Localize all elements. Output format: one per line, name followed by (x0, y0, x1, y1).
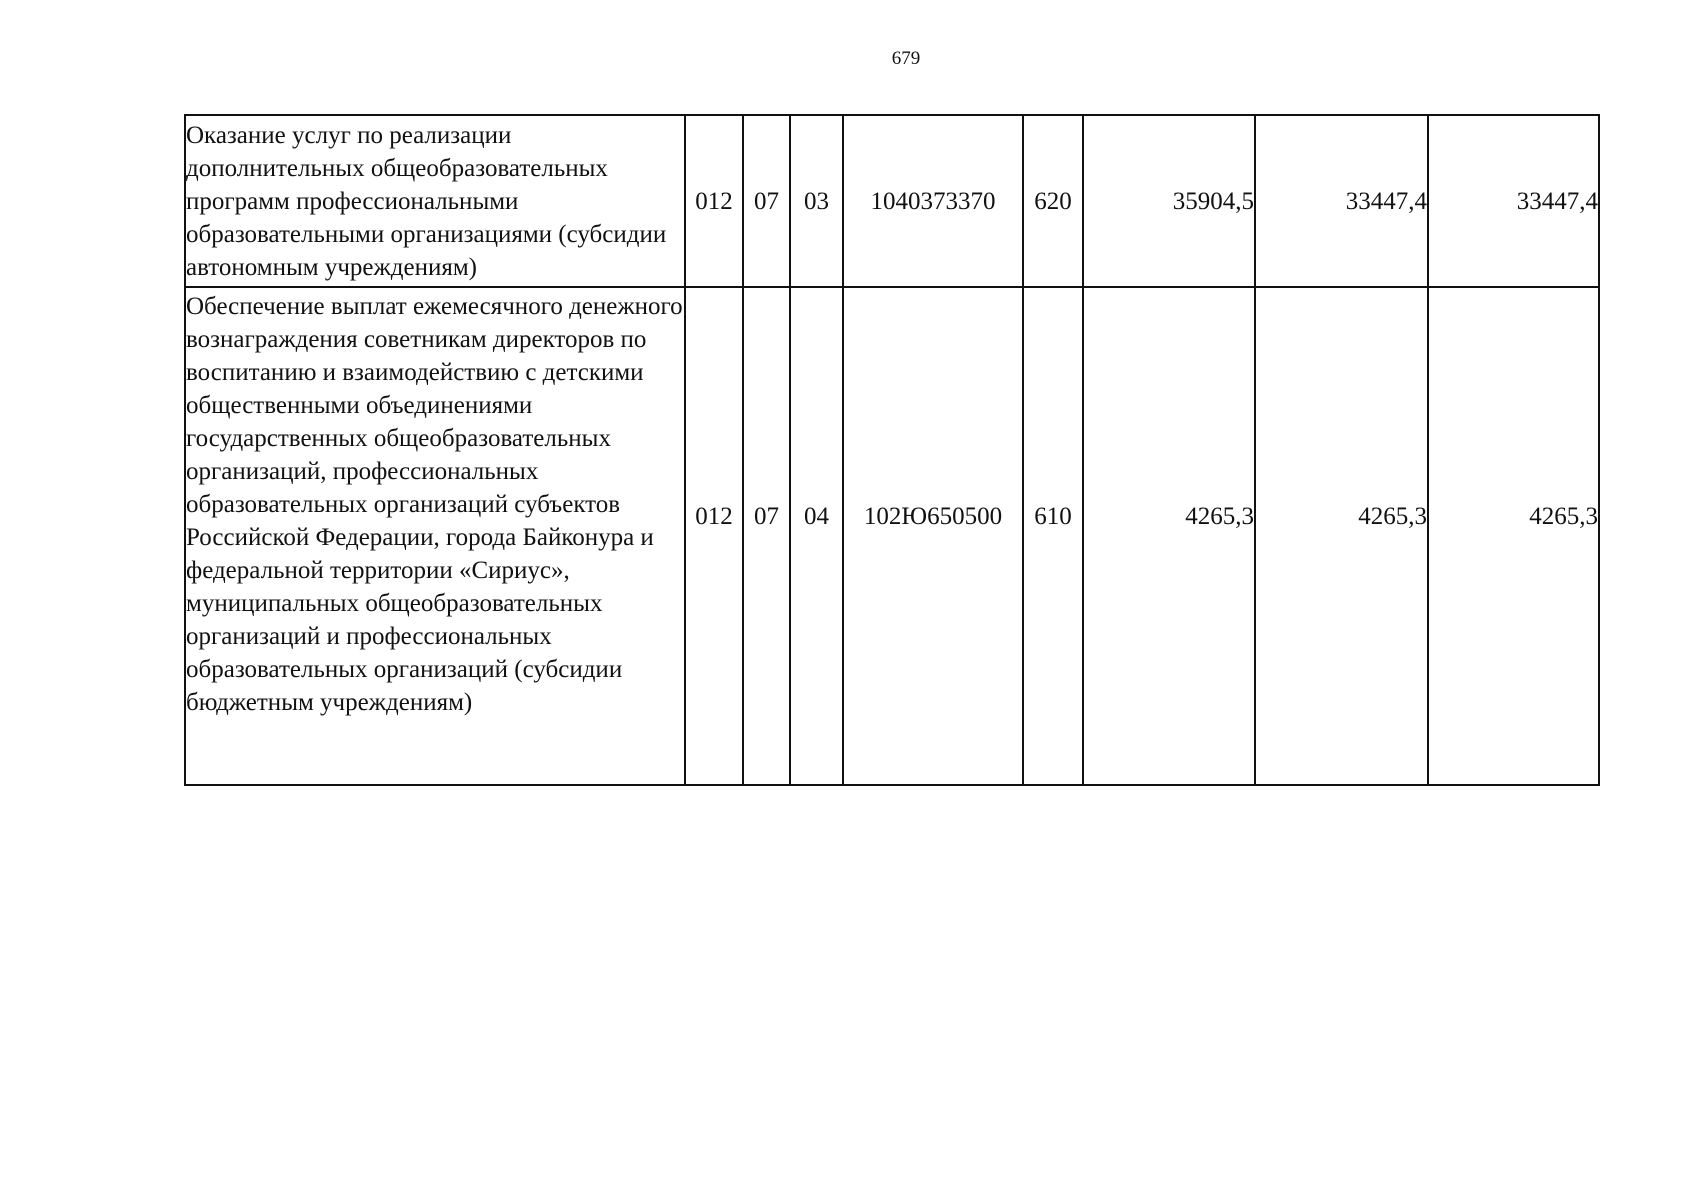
ministry-code: 012 (685, 287, 743, 785)
section-code: 07 (743, 287, 790, 785)
amount-cell: 33447,4 (1428, 115, 1599, 287)
page-number: 679 (891, 48, 921, 69)
expense-type-code: 610 (1023, 287, 1083, 785)
row-description: Оказание услуг по реализации дополнительных общеобразовательных программ профессиональными образовательными организациями (субсидии автономным учреждениям) (185, 115, 685, 287)
amount-cell: 4265,3 (1255, 287, 1428, 785)
section-code: 07 (743, 115, 790, 287)
budget-table (184, 114, 1600, 786)
target-article-code: 1040373370 (843, 115, 1023, 287)
amount-cell: 4265,3 (1083, 287, 1255, 785)
amount-cell: 35904,5 (1083, 115, 1255, 287)
subsection-code: 04 (790, 287, 843, 785)
target-article-code: 102Ю650500 (843, 287, 1023, 785)
table-row (185, 287, 1599, 785)
amount-cell: 33447,4 (1255, 115, 1428, 287)
table-row (185, 115, 1599, 287)
expense-type-code: 620 (1023, 115, 1083, 287)
subsection-code: 03 (790, 115, 843, 287)
ministry-code: 012 (685, 115, 743, 287)
amount-cell: 4265,3 (1428, 287, 1599, 785)
row-description: Обеспечение выплат ежемесячного денежного вознаграждения советникам директоров по воспитанию и взаимодействию с детскими общественными объединениями государственных общеобразовательных организаций, профессиональных образовательных организаций субъектов Российской Федерации, города Байконура и федеральной территории «Сириус», муниципальных общеобразовательных организаций и профессиональных образовательных организаций (субсидии бюджетным учреждениям) (185, 287, 685, 785)
